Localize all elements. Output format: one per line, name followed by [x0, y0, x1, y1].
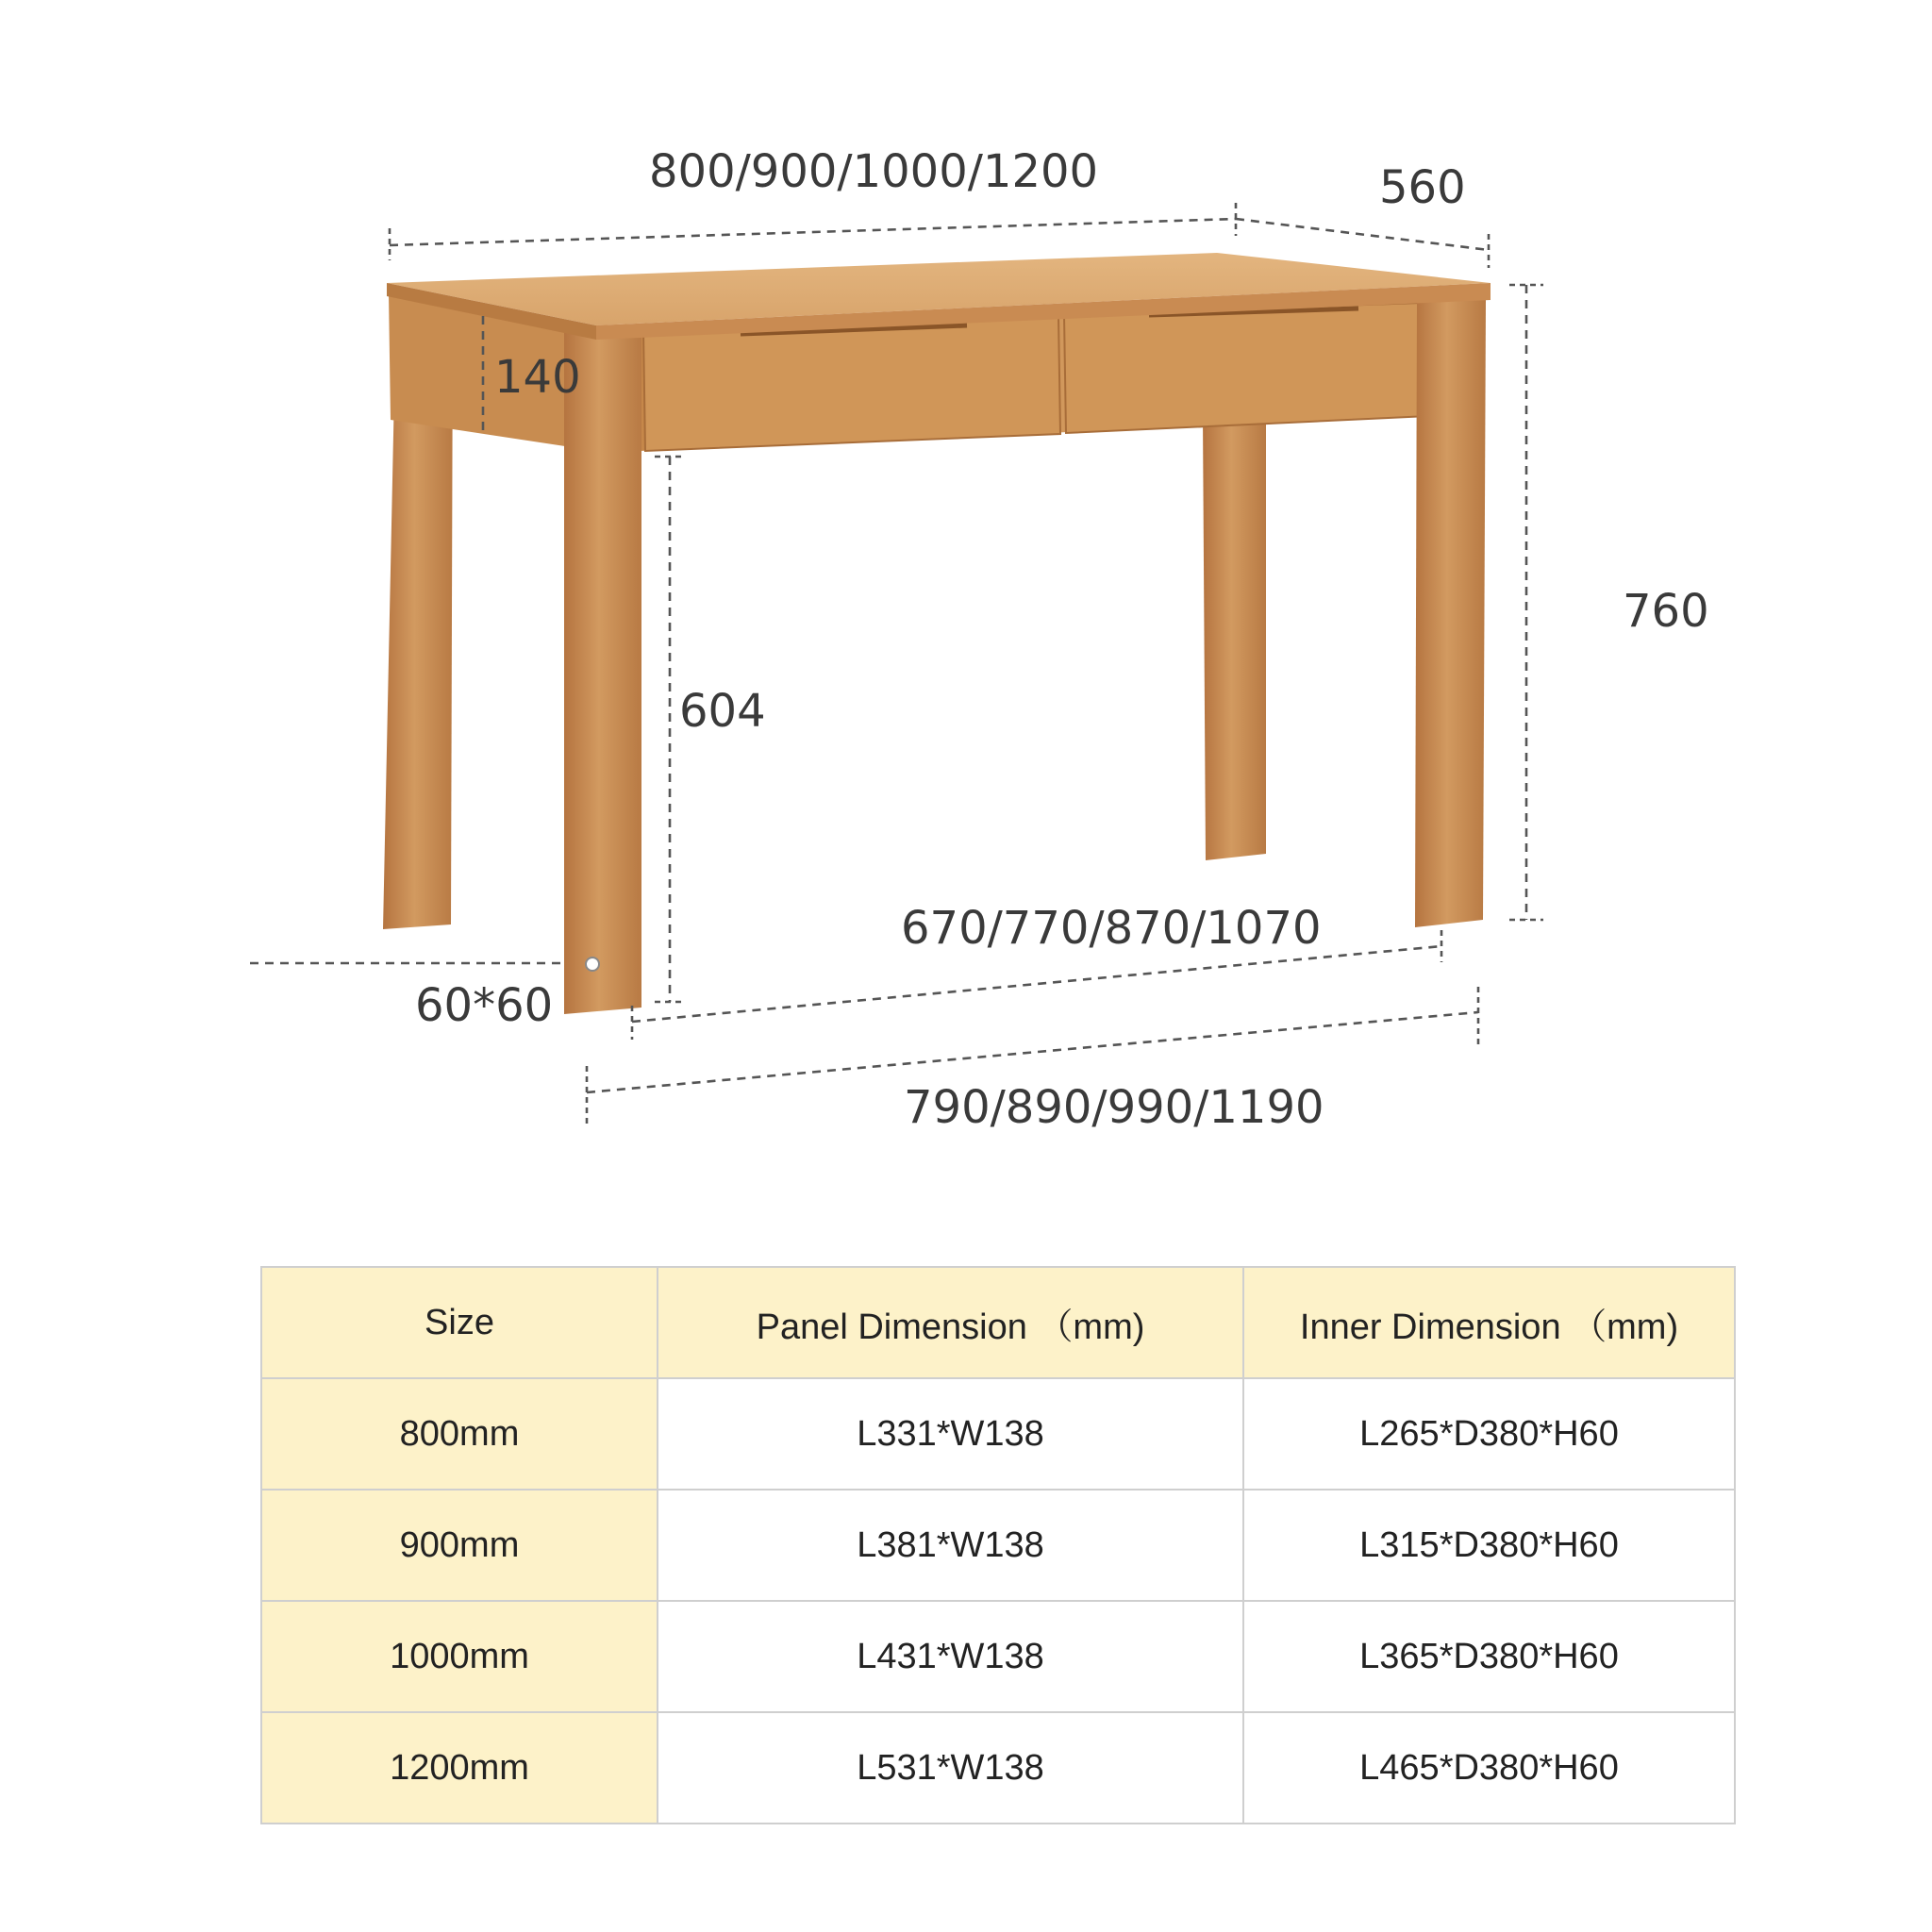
- table-header-row: [261, 1267, 1735, 1378]
- size-cell: 1000mm: [261, 1601, 658, 1712]
- panel-cell: L381*W138: [658, 1490, 1243, 1601]
- header-panel-dimension: Panel Dimension （mm): [658, 1267, 1243, 1378]
- inner-cell: L315*D380*H60: [1243, 1490, 1735, 1601]
- header-inner-dimension: Inner Dimension （mm): [1243, 1267, 1735, 1378]
- right-drawer-front: [1064, 302, 1449, 433]
- front-left-leg: [564, 325, 641, 1014]
- size-spec-table: [260, 1266, 1736, 1824]
- panel-cell: L431*W138: [658, 1601, 1243, 1712]
- panel-cell: L531*W138: [658, 1712, 1243, 1824]
- inner-cell: L265*D380*H60: [1243, 1378, 1735, 1490]
- inner-cell: L465*D380*H60: [1243, 1712, 1735, 1824]
- leg-section-label: 60*60: [415, 979, 554, 1032]
- top-length-label: 800/900/1000/1200: [649, 145, 1099, 198]
- left-drawer-front: [643, 316, 1060, 451]
- total-height-label: 760: [1623, 585, 1709, 638]
- panel-cell: L331*W138: [658, 1378, 1243, 1490]
- back-right-leg: [1203, 415, 1266, 860]
- depth-label: 560: [1379, 161, 1466, 214]
- outer-span-label: 790/890/990/1190: [904, 1081, 1324, 1134]
- inner-cell: L365*D380*H60: [1243, 1601, 1735, 1712]
- front-right-leg: [1415, 300, 1486, 927]
- size-cell: 900mm: [261, 1490, 658, 1601]
- leg-height-label: 604: [679, 685, 766, 738]
- header-size: Size: [261, 1267, 658, 1378]
- table-row: [261, 1712, 1735, 1824]
- table-row: [261, 1601, 1735, 1712]
- size-cell: 800mm: [261, 1378, 658, 1490]
- size-cell: 1200mm: [261, 1712, 658, 1824]
- table-row: [261, 1378, 1735, 1490]
- leg-mark-dot: [586, 958, 599, 971]
- apron-height-label: 140: [494, 351, 581, 404]
- table-row: [261, 1490, 1735, 1601]
- inner-length-label: 670/770/870/1070: [901, 902, 1322, 955]
